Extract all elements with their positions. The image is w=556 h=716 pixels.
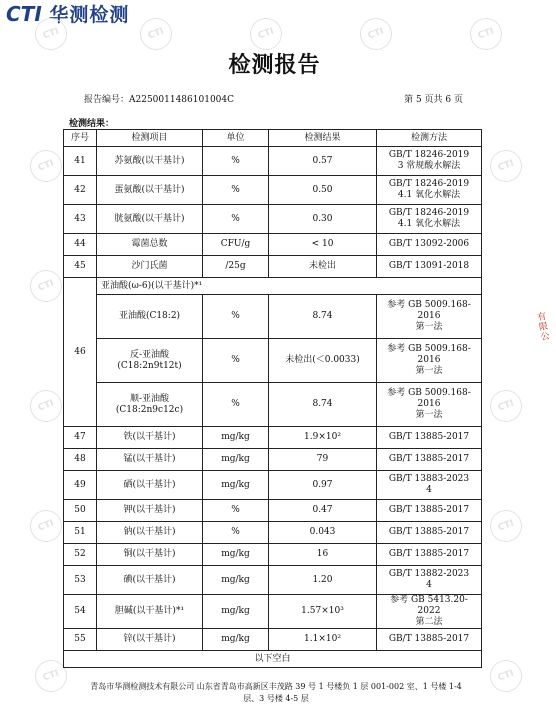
cell-item: 霉菌总数 [97, 234, 203, 256]
cell-method: GB/T 13885-2017 [377, 449, 482, 471]
cell-result: 79 [269, 449, 377, 471]
cell-unit: mg/kg [203, 544, 269, 566]
report-number: 报告编号：A2250011486101004C [84, 95, 235, 105]
edge-stamp-text: 有限公 [536, 311, 551, 343]
table-row [64, 500, 482, 522]
watermark-seal: CTI [485, 505, 526, 546]
watermark-seal: CTI [25, 145, 66, 186]
table-row [64, 544, 482, 566]
cell-no: 49 [64, 471, 97, 500]
cell-no: 43 [64, 205, 97, 234]
cell-result: 0.043 [269, 522, 377, 544]
cell-unit: mg/kg [203, 471, 269, 500]
table-row [64, 522, 482, 544]
cell-no: 47 [64, 427, 97, 449]
watermark-seal: CTI [465, 13, 506, 54]
cell-no: 42 [64, 176, 97, 205]
watermark-seal: CTI [245, 13, 286, 54]
cell-item: 硒(以干基计) [97, 471, 203, 500]
cell-method: 参考 GB 5009.168- 2016 第一法 [377, 339, 482, 383]
cell-method: GB/T 13885-2017 [377, 629, 482, 651]
cell-result: 16 [269, 544, 377, 566]
cell-item: 亚油酸(C18:2) [97, 295, 203, 339]
table-row [64, 234, 482, 256]
cell-item: 顺-亚油酸 (C18:2n9c12c) [97, 383, 203, 427]
cell-method: GB/T 18246-2019 3 常规酸水解法 [377, 147, 482, 176]
cell-item: 胆碱(以干基计)*¹ [97, 595, 203, 629]
cell-unit: % [203, 522, 269, 544]
table-row [64, 256, 482, 278]
cell-item: 钾(以干基计) [97, 500, 203, 522]
watermark-seal: CTI [25, 265, 66, 306]
cell-item: 反-亚油酸 (C18:2n9t12t) [97, 339, 203, 383]
cell-method: GB/T 13885-2017 [377, 500, 482, 522]
table-row [64, 449, 482, 471]
cell-result: 0.97 [269, 471, 377, 500]
cell-result: 8.74 [269, 295, 377, 339]
cell-item: 铜(以干基计) [97, 544, 203, 566]
group-title-row [64, 278, 482, 295]
cell-no: 44 [64, 234, 97, 256]
cell-item: 碘(以干基计) [97, 566, 203, 595]
watermark-seal: CTI [25, 385, 66, 426]
cell-no: 51 [64, 522, 97, 544]
cell-item: 沙门氏菌 [97, 256, 203, 278]
cell-method: GB/T 18246-2019 4.1 氧化水解法 [377, 205, 482, 234]
cell-item: 蛋氨酸(以干基计) [97, 176, 203, 205]
cell-item: 铁(以干基计) [97, 427, 203, 449]
footer-address: 青岛市华测检测技术有限公司 山东省青岛市高新区丰茂路 39 号 1 号楼负 1 层 001-002 室、1 号楼 1-4 层、3 号楼 4-5 层 [90, 682, 462, 703]
cell-method: GB/T 13883-2023 4 [377, 471, 482, 500]
cell-result: 未检出(＜0.0033) [269, 339, 377, 383]
end-of-table-note: 以下空白 [64, 651, 482, 668]
cell-unit: % [203, 295, 269, 339]
table-row [64, 339, 482, 383]
cell-no: 41 [64, 147, 97, 176]
table-header-row [64, 130, 482, 147]
cell-unit: % [203, 147, 269, 176]
company-logo: CTI 华测检测 [6, 2, 130, 26]
cell-item: 胱氨酸(以干基计) [97, 205, 203, 234]
table-end-row [64, 651, 482, 668]
cell-result: 未检出 [269, 256, 377, 278]
cell-unit: mg/kg [203, 427, 269, 449]
cell-unit: mg/kg [203, 629, 269, 651]
cell-result: 8.74 [269, 383, 377, 427]
cell-item: 钠(以干基计) [97, 522, 203, 544]
cell-item: 锌(以干基计) [97, 629, 203, 651]
watermark-seal: CTI [485, 655, 526, 696]
header-result: 检测结果 [269, 130, 377, 147]
watermark-seal: CTI [135, 13, 176, 54]
cell-result: < 10 [269, 234, 377, 256]
cell-unit: /25g [203, 256, 269, 278]
cell-method: GB/T 13885-2017 [377, 522, 482, 544]
results-table [63, 129, 482, 668]
cell-item: 苏氨酸(以干基计) [97, 147, 203, 176]
cell-result: 1.9×10² [269, 427, 377, 449]
cell-method: GB/T 13882-2023 4 [377, 566, 482, 595]
cell-unit: mg/kg [203, 595, 269, 629]
header-item: 检测项目 [97, 130, 203, 147]
table-row [64, 629, 482, 651]
cell-result: 1.20 [269, 566, 377, 595]
watermark-seal: CTI [30, 13, 71, 54]
cell-unit: % [203, 339, 269, 383]
header-unit: 单位 [203, 130, 269, 147]
cell-no: 52 [64, 544, 97, 566]
cell-unit: % [203, 383, 269, 427]
cell-method: GB/T 13092-2006 [377, 234, 482, 256]
cell-unit: mg/kg [203, 566, 269, 595]
cell-unit: % [203, 500, 269, 522]
watermark-seal: CTI [355, 13, 396, 54]
cell-unit: % [203, 176, 269, 205]
cell-no: 53 [64, 566, 97, 595]
cell-method: GB/T 13885-2017 [377, 544, 482, 566]
cell-item: 锰(以干基计) [97, 449, 203, 471]
cell-no: 48 [64, 449, 97, 471]
cell-method: 参考 GB 5009.168- 2016 第一法 [377, 383, 482, 427]
report-title: 检测报告 [228, 52, 321, 78]
cell-method: GB/T 18246-2019 4.1 氧化水解法 [377, 176, 482, 205]
cell-unit: mg/kg [203, 449, 269, 471]
cell-result: 0.57 [269, 147, 377, 176]
table-row [64, 147, 482, 176]
cell-result: 0.47 [269, 500, 377, 522]
cell-no: 54 [64, 595, 97, 629]
cell-method: GB/T 13885-2017 [377, 427, 482, 449]
results-label: 检测结果： [69, 119, 115, 129]
cell-method: GB/T 13091-2018 [377, 256, 482, 278]
cell-no: 55 [64, 629, 97, 651]
table-row [64, 205, 482, 234]
cell-result: 0.50 [269, 176, 377, 205]
cell-method: 参考 GB 5413.20-2022 第二法 [377, 595, 482, 629]
cell-result: 1.1×10² [269, 629, 377, 651]
page-info: 第 5 页共 6 页 [404, 95, 463, 105]
cell-no: 45 [64, 256, 97, 278]
cell-method: 参考 GB 5009.168- 2016 第一法 [377, 295, 482, 339]
watermark-seal: CTI [25, 505, 66, 546]
cell-result: 0.30 [269, 205, 377, 234]
header-method: 检测方法 [377, 130, 482, 147]
watermark-seal: CTI [485, 385, 526, 426]
cell-no: 46 [64, 278, 97, 427]
cell-unit: CFU/g [203, 234, 269, 256]
cell-result: 1.57×10³ [269, 595, 377, 629]
table-row [64, 295, 482, 339]
table-row [64, 595, 482, 629]
table-row [64, 383, 482, 427]
table-row [64, 566, 482, 595]
group-title: 亚油酸(ω-6)(以干基计)*¹ [97, 278, 482, 295]
cell-unit: % [203, 205, 269, 234]
watermark-seal: CTI [30, 655, 71, 696]
watermark-seal: CTI [485, 145, 526, 186]
header-no: 序号 [64, 130, 97, 147]
table-row [64, 471, 482, 500]
cell-no: 50 [64, 500, 97, 522]
table-row [64, 427, 482, 449]
table-row [64, 176, 482, 205]
